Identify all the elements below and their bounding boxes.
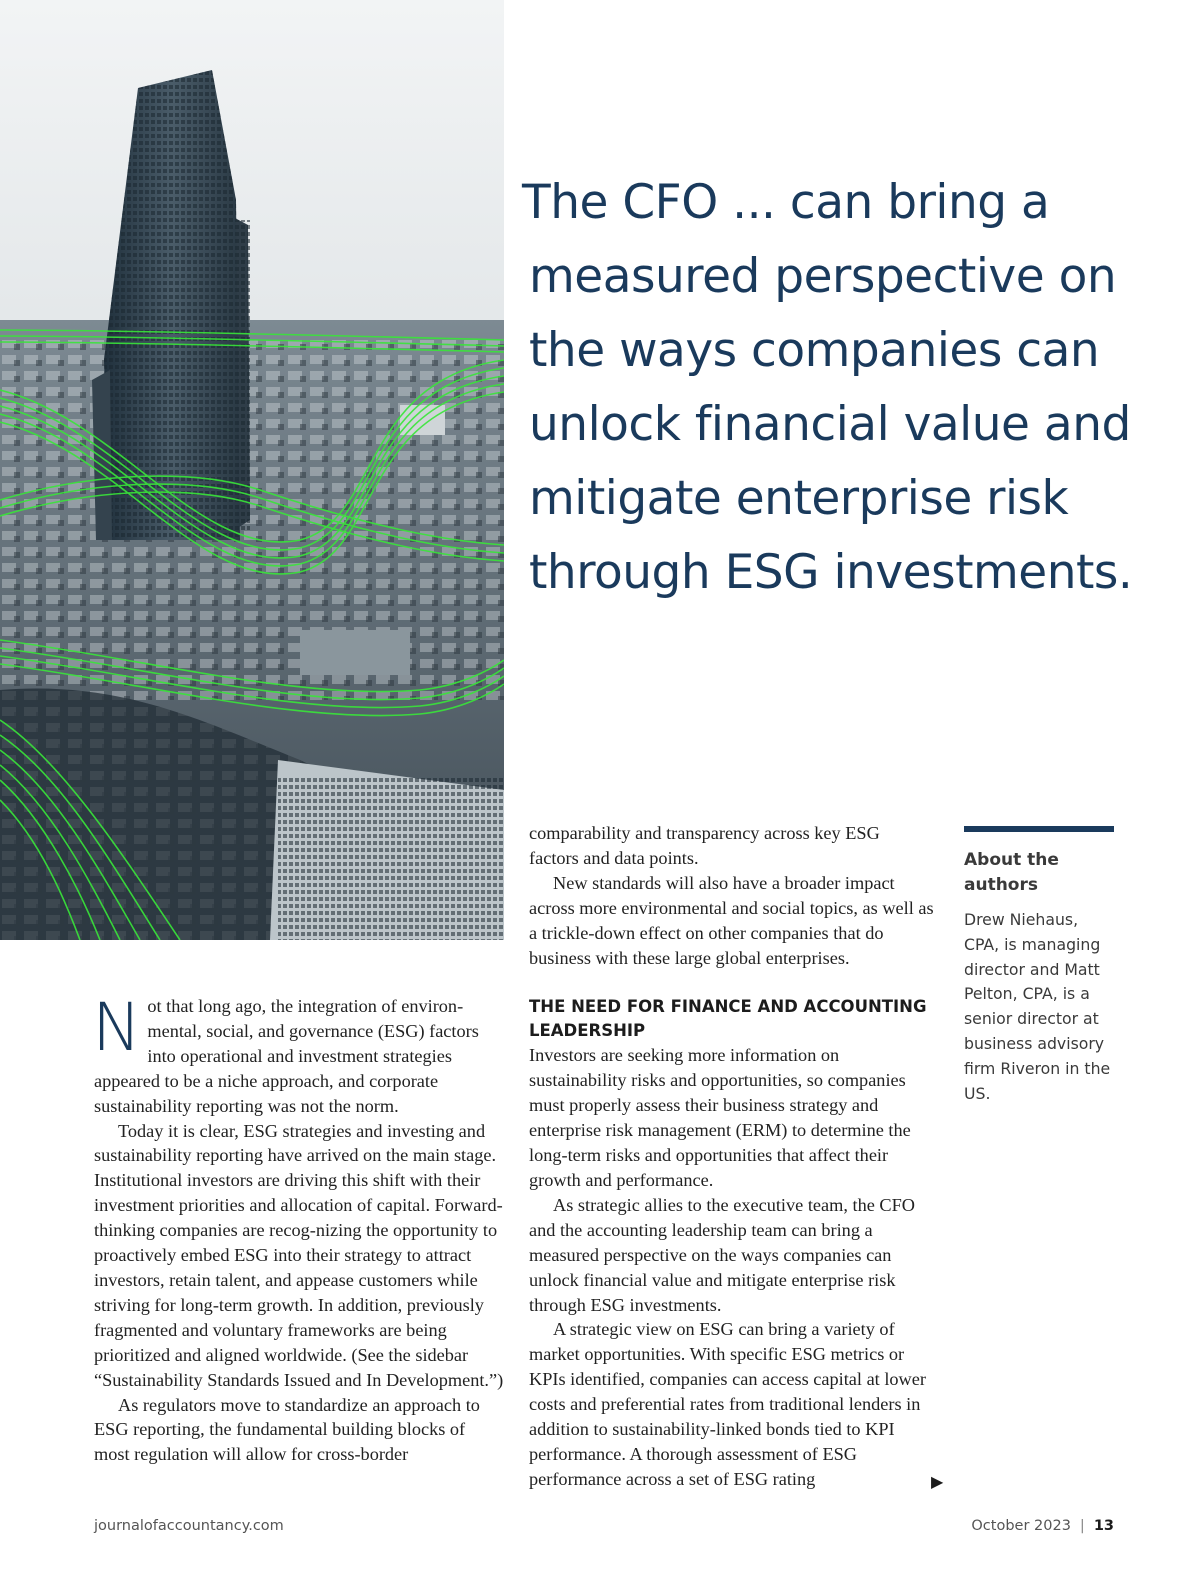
sidebar-title: About the authors <box>964 850 1059 895</box>
section-heading: THE NEED FOR FINANCE AND ACCOUNTING LEADERSHIP <box>529 997 927 1041</box>
pull-quote-line: mitigate enterprise risk <box>529 471 1069 526</box>
article-paragraph: comparability and transparency across key ESG factors and data points. <box>529 823 880 868</box>
drop-cap: N <box>92 989 142 1066</box>
continue-arrow-icon: ▶ <box>931 1472 944 1491</box>
sidebar-rule <box>964 826 1114 832</box>
author-bio: Drew Niehaus, CPA, is managing director and Matt Pelton, CPA, is a senior director at business advisory firm Riveron in the US. <box>964 910 1111 1103</box>
article-paragraph: New standards will also have a broader impact across more environmental and social topics, as well as a trickle-down effect on other companies that do business with these large global enterprises. <box>529 872 934 968</box>
pull-quote-line: through ESG investments. <box>529 545 1133 600</box>
paragraph-text: ot that long ago, the integration of environ-mental, social, and governance (ESG) factors into operational and investment strategies appeared to be a niche approach, and corporate sustainability reporting was not the norm. <box>94 996 479 1116</box>
about-authors-sidebar <box>964 826 1114 1106</box>
footer-issue: October 2023 <box>971 1518 1071 1534</box>
article-paragraph <box>92 989 504 1119</box>
pull-quote-line: unlock financial value and <box>529 397 1131 452</box>
pull-quote-line: The CFO ... can bring a <box>522 175 1050 230</box>
article-paragraph: As strategic allies to the executive team, the CFO and the accounting leadership team can bring a measured perspective on the ways companies can unlock financial value and mitigate enterprise risk through ESG investments. <box>529 1194 915 1315</box>
footer-website: journalofaccountancy.com <box>94 1518 284 1534</box>
article-column-1 <box>92 989 504 1467</box>
article-paragraph: A strategic view on ESG can bring a variety of market opportunities. With specific ESG metrics or KPIs identified, companies can access capital at lower costs and preferential rates from traditional lenders in addition to sustainability-linked bonds tied to KPI performance. A thorough assessment of ESG performance across a set of ESG rating <box>529 1319 926 1489</box>
footer-issue-info <box>971 1518 1114 1534</box>
article-column-2 <box>529 821 934 1492</box>
pull-quote-line: the ways companies can <box>529 323 1100 378</box>
page-number: 13 <box>1093 1518 1114 1534</box>
article-paragraph: Investors are seeking more information on sustainability risks and opportunities, so companies must properly assess their business strategy and enterprise risk management (ERM) to determine the long-term risks and opportunities that affect their growth and performance. <box>529 1045 911 1190</box>
article-paragraph: As regulators move to standardize an approach to ESG reporting, the fundamental building blocks of most regulation will allow for cross-border <box>94 1394 480 1465</box>
article-paragraph: Today it is clear, ESG strategies and investing and sustainability reporting have arrived on the main stage. Institutional investors are driving this shift with their investment priorities and allocation of capital. Forward-thinking companies are recog-nizing the opportunity to proactively embed ESG into their strategy to attract investors, retain talent, and appease customers while striving for long-term growth. In addition, previously fragmented and voluntary frameworks are being prioritized and aligned worldwide. (See the sidebar “Sustainability Standards Issued and In Development.”) <box>94 1120 504 1390</box>
hero-image <box>0 0 504 940</box>
pull-quote-line: measured perspective on <box>529 249 1117 304</box>
pull-quote <box>522 166 1162 610</box>
footer-separator: | <box>1079 1518 1085 1534</box>
